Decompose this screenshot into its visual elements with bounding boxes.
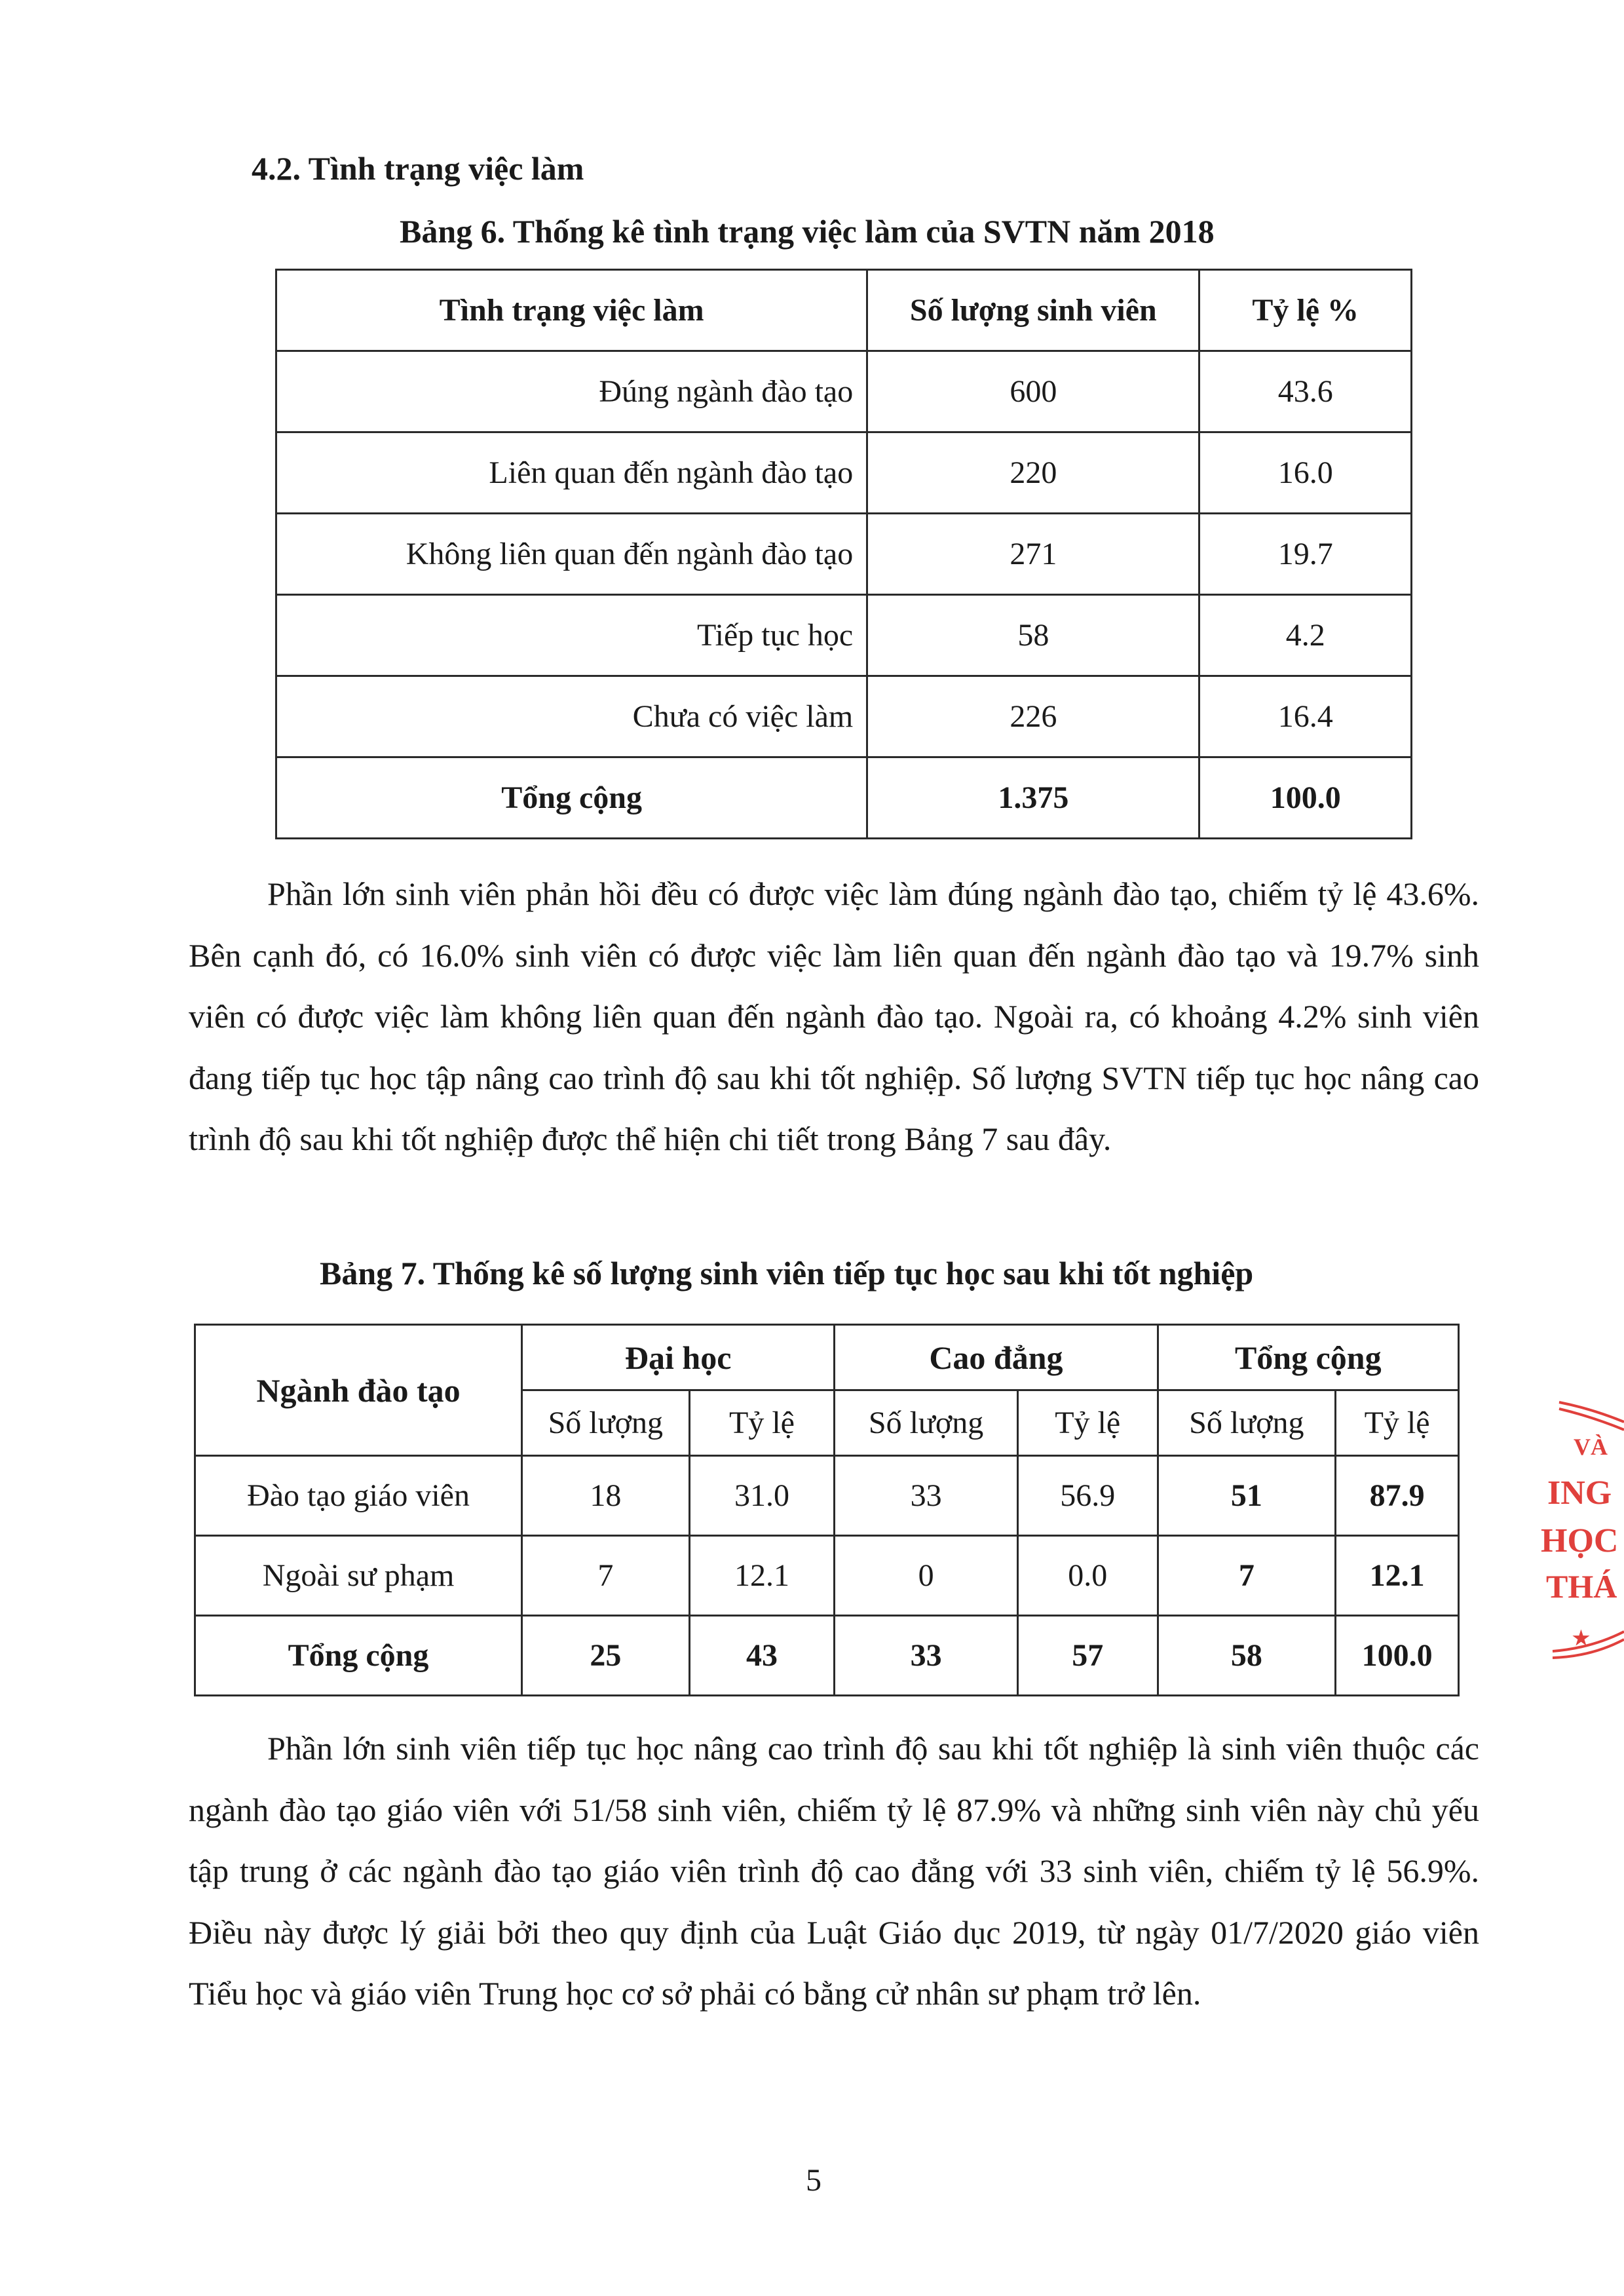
- page-number: 5: [806, 2163, 821, 2198]
- stamp-text-5: ★: [1572, 1628, 1590, 1649]
- cell-value: 31.0: [689, 1456, 835, 1536]
- row-percent: 19.7: [1199, 514, 1412, 595]
- row-label: Đào tạo giáo viên: [195, 1456, 522, 1536]
- table-row: [276, 432, 1412, 514]
- cell-value: 56.9: [1017, 1456, 1158, 1536]
- row-count: 226: [867, 676, 1199, 757]
- row-count: 58: [867, 595, 1199, 676]
- cell-value: 0: [835, 1536, 1018, 1616]
- row-label: Đúng ngành đào tạo: [276, 351, 867, 432]
- row-label: Không liên quan đến ngành đào tạo: [276, 514, 867, 595]
- table-total-row: [195, 1616, 1459, 1696]
- paragraph-employment: [189, 864, 1479, 1170]
- table-header-row: [276, 270, 1412, 351]
- total-value: 58: [1158, 1616, 1336, 1696]
- table-row: [195, 1456, 1459, 1536]
- total-value: 100.0: [1336, 1616, 1459, 1696]
- subheader-rate: Tỷ lệ: [1336, 1390, 1459, 1456]
- header-status: Tình trạng việc làm: [276, 270, 867, 351]
- subheader-rate: Tỷ lệ: [689, 1390, 835, 1456]
- table-row: [276, 595, 1412, 676]
- paragraph-further-study: [189, 1718, 1479, 2025]
- cell-value: 18: [522, 1456, 690, 1536]
- seal-stamp-icon: [1533, 1389, 1624, 1697]
- header-total: Tổng cộng: [1158, 1325, 1458, 1390]
- header-university: Đại học: [522, 1325, 835, 1390]
- header-percent: Tỷ lệ %: [1199, 270, 1412, 351]
- total-value: 43: [689, 1616, 835, 1696]
- subheader-count: Số lượng: [835, 1390, 1018, 1456]
- section-heading: 4.2. Tình trạng việc làm: [252, 150, 584, 187]
- cell-value: 7: [522, 1536, 690, 1616]
- subheader-rate: Tỷ lệ: [1017, 1390, 1158, 1456]
- total-value: 57: [1017, 1616, 1158, 1696]
- total-count: 1.375: [867, 757, 1199, 839]
- row-percent: 4.2: [1199, 595, 1412, 676]
- table-total-row: [276, 757, 1412, 839]
- total-label: Tổng cộng: [276, 757, 867, 839]
- total-value: 33: [835, 1616, 1018, 1696]
- total-value: 25: [522, 1616, 690, 1696]
- cell-value: 12.1: [689, 1536, 835, 1616]
- subheader-count: Số lượng: [1158, 1390, 1336, 1456]
- table-row: [276, 351, 1412, 432]
- row-count: 600: [867, 351, 1199, 432]
- header-college: Cao đẳng: [835, 1325, 1158, 1390]
- row-percent: 16.0: [1199, 432, 1412, 514]
- paragraph-employment-text: Phần lớn sinh viên phản hồi đều có được việc làm đúng ngành đào tạo, chiếm tỷ lệ 43.6%. Bên cạnh đó, có 16.0% sinh viên có được việc làm liên quan đến ngành đào tạo và 19.7% sinh viên có được việc làm không liên quan đến ngành đào tạo. Ngoài ra, có khoảng 4.2% sinh viên đang tiếp tục học tập nâng cao trình độ sau khi tốt nghiệp. Số lượng SVTN tiếp tục học nâng cao trình độ sau khi tốt nghiệp được thể hiện chi tiết trong Bảng 7 sau đây.: [189, 875, 1479, 1157]
- employment-status-table: [275, 269, 1412, 839]
- stamp-text-4: THÁ: [1546, 1568, 1617, 1605]
- row-count: 220: [867, 432, 1199, 514]
- table7-caption: Bảng 7. Thống kê số lượng sinh viên tiếp tục học sau khi tốt nghiệp: [320, 1255, 1254, 1292]
- cell-value: 51: [1158, 1456, 1336, 1536]
- table6-caption: Bảng 6. Thống kê tình trạng việc làm của SVTN năm 2018: [400, 213, 1215, 250]
- cell-value: 12.1: [1336, 1536, 1459, 1616]
- cell-value: 33: [835, 1456, 1018, 1536]
- row-label: Ngoài sư phạm: [195, 1536, 522, 1616]
- paragraph-further-study-text: Phần lớn sinh viên tiếp tục học nâng cao trình độ sau khi tốt nghiệp là sinh viên thuộc các ngành đào tạo giáo viên với 51/58 sinh viên, chiếm tỷ lệ 87.9% và những sinh viên này chủ yếu tập trung ở các ngành đào tạo giáo viên trình độ cao đẳng với 33 sinh viên, chiếm tỷ lệ 56.9%. Điều này được lý giải bởi theo quy định của Luật Giáo dục 2019, từ ngày 01/7/2020 giáo viên Tiểu học và giáo viên Trung học cơ sở phải có bằng cử nhân sư phạm trở lên.: [189, 1730, 1479, 2012]
- further-study-table: [194, 1324, 1460, 1696]
- row-label: Tiếp tục học: [276, 595, 867, 676]
- table-row: [195, 1536, 1459, 1616]
- table-row: [276, 676, 1412, 757]
- stamp-text-3: HỌC: [1541, 1522, 1619, 1559]
- row-label: Chưa có việc làm: [276, 676, 867, 757]
- stamp-text-2: ING: [1547, 1474, 1612, 1512]
- stamp-text-1: VÀ: [1574, 1434, 1608, 1460]
- subheader-count: Số lượng: [522, 1390, 690, 1456]
- group-header-row: [195, 1325, 1459, 1390]
- table-row: [276, 514, 1412, 595]
- row-percent: 43.6: [1199, 351, 1412, 432]
- cell-value: 0.0: [1017, 1536, 1158, 1616]
- header-major: Ngành đào tạo: [195, 1325, 522, 1456]
- header-count: Số lượng sinh viên: [867, 270, 1199, 351]
- cell-value: 87.9: [1336, 1456, 1459, 1536]
- total-percent: 100.0: [1199, 757, 1412, 839]
- cell-value: 7: [1158, 1536, 1336, 1616]
- row-label: Liên quan đến ngành đào tạo: [276, 432, 867, 514]
- total-label: Tổng cộng: [195, 1616, 522, 1696]
- row-percent: 16.4: [1199, 676, 1412, 757]
- row-count: 271: [867, 514, 1199, 595]
